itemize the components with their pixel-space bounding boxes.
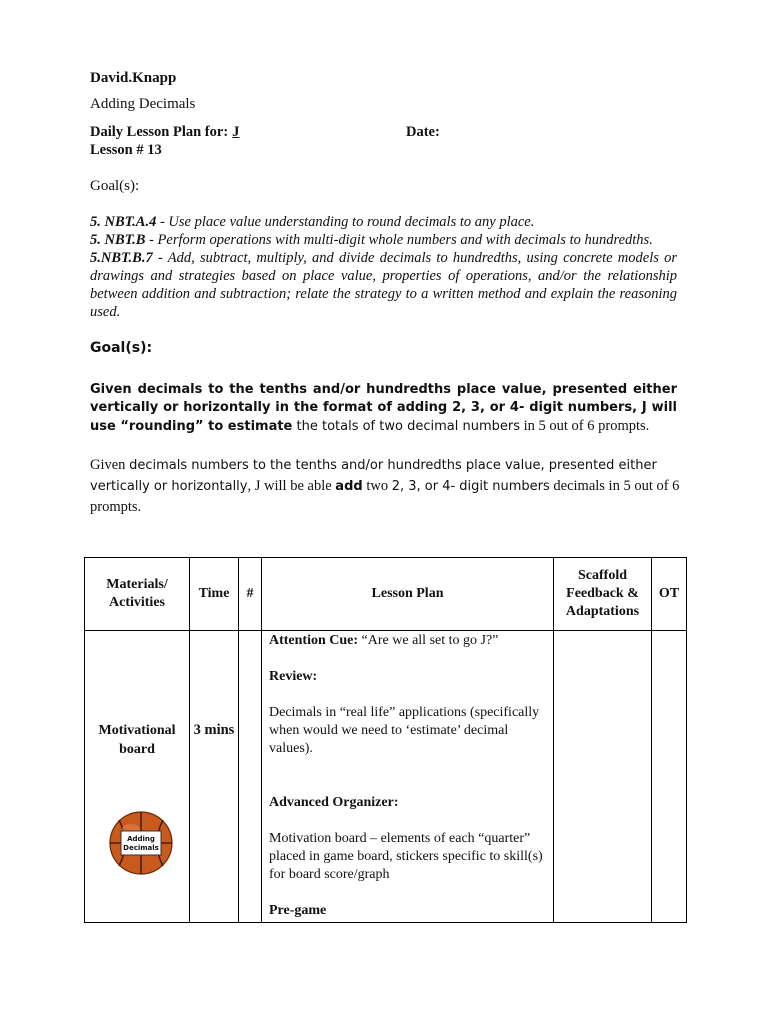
- goal2-two: two: [362, 478, 392, 494]
- date-label: Date:: [406, 124, 440, 140]
- attention-label: Attention Cue:: [269, 633, 359, 648]
- goal2-digits: 2, 3, or 4- digit numbers: [391, 479, 550, 494]
- goal2-given: Given: [90, 457, 130, 473]
- standard-code: 5.NBT.B.7: [90, 250, 153, 266]
- standard-text: - Add, subtract, multiply, and divide decimals to hundredths, using concrete models or drawings and strategies based on place value, properties of operations, and/or the relationship between addition and subtraction; relate the strategy to a written method and explain the reasoning used.: [90, 250, 677, 320]
- standards-list: [90, 213, 677, 321]
- pregame-label-text: Pre-game: [269, 903, 327, 918]
- goal1-estimate: estimate: [227, 419, 293, 434]
- goal1-totals: the totals of two decimal numbers: [292, 419, 520, 434]
- table-row: [85, 631, 687, 923]
- plan-for-line: [90, 124, 239, 141]
- time-text: 3 mins: [193, 722, 235, 738]
- col-header-lesson-plan: Lesson Plan: [262, 558, 554, 631]
- scaffold-cell: [554, 631, 652, 923]
- col-header-scaffold: Scaffold Feedback & Adaptations: [554, 558, 652, 631]
- standard-code: 5. NBT.B: [90, 232, 146, 248]
- goal2-criteria: decimals in 5 out of 6 prompts.: [90, 478, 680, 515]
- review-label-text: Review:: [269, 669, 318, 684]
- goal2-able: , J will be able: [247, 478, 336, 494]
- col-header-number: #: [239, 558, 262, 631]
- review-text: Decimals in “real life” applications (specifically when would we need to ‘estimate’ decimal values).: [269, 705, 540, 756]
- lesson-plan-table: [84, 557, 687, 923]
- col-header-materials: Materials/ Activities: [85, 558, 190, 631]
- col-header-ot: OT: [652, 558, 687, 631]
- materials-text: Motivational board: [98, 723, 176, 757]
- goal1-main: Given decimals to the tenths and/or hundredths place value, presented either vertically or horizontally in the format of adding 2, 3, or 4- digit numbers, J will use “rounding” to: [90, 382, 677, 434]
- goal2-add: add: [335, 479, 363, 494]
- materials-cell: [85, 631, 190, 923]
- standard-item: [90, 249, 677, 321]
- standard-code: 5. NBT.A.4: [90, 214, 157, 230]
- plan-for-label: Daily Lesson Plan for:: [90, 124, 229, 140]
- lesson-number: Lesson # 13: [90, 142, 162, 158]
- standard-text: - Use place value understanding to round decimals to any place.: [156, 214, 535, 230]
- table-header-row: [85, 558, 687, 631]
- image-label-line2: Decimals: [123, 844, 159, 852]
- goal-paragraph-1: [90, 381, 677, 436]
- pregame-label: [269, 902, 553, 920]
- organizer-label: [269, 794, 553, 812]
- standard-text: - Perform operations with multi-digit whole numbers and with decimals to hundredths.: [145, 232, 653, 248]
- goal-paragraph-2: [90, 455, 680, 518]
- goal2-conditions: decimals numbers to the tenths and/or hundredths place value, presented either vertically or horizontally: [90, 458, 657, 494]
- goals-heading: Goal(s):: [90, 178, 140, 194]
- number-cell: [239, 631, 262, 923]
- image-label-line1: Adding: [127, 835, 155, 843]
- ot-cell: [652, 631, 687, 923]
- basketball-image: [109, 811, 173, 875]
- lesson-plan-cell: [262, 631, 554, 923]
- organizer-text: Motivation board – elements of each “quarter” placed in game board, stickers specific to skill(s) for board score/graph: [269, 831, 543, 882]
- goals-subheading: Goal(s):: [90, 340, 153, 356]
- attention-cue: [269, 632, 553, 650]
- organizer-label-text: Advanced Organizer:: [269, 795, 399, 810]
- attention-text: “Are we all set to go J?”: [358, 633, 499, 648]
- standard-item: [90, 231, 677, 249]
- student-name: J: [232, 124, 240, 140]
- review-label: [269, 668, 553, 686]
- lesson-subject: Adding Decimals: [90, 96, 196, 112]
- standard-item: [90, 213, 677, 231]
- goal1-criteria: in 5 out of 6 prompts.: [519, 418, 650, 434]
- time-cell: [190, 631, 239, 923]
- col-header-time: Time: [190, 558, 239, 631]
- author-name: David.Knapp: [90, 70, 177, 86]
